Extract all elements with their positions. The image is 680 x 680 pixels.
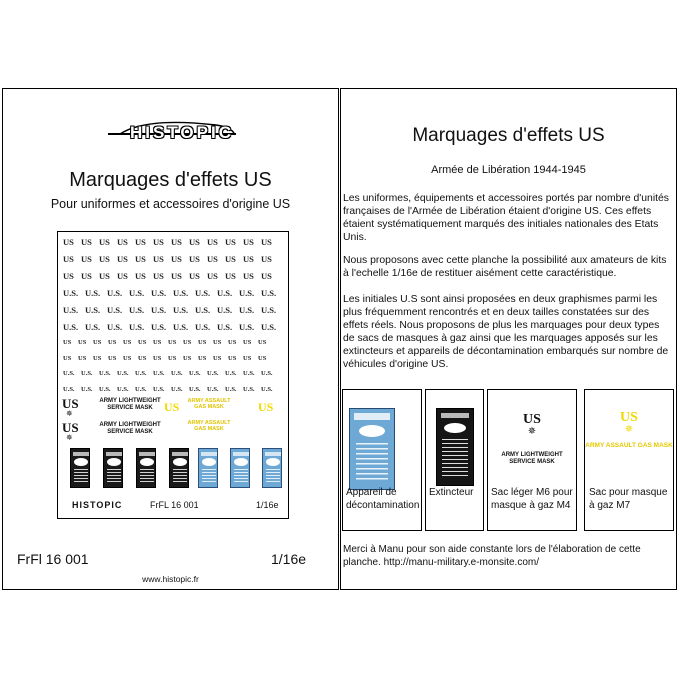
us-mark: US [243,254,254,264]
us-mark: US [225,271,236,281]
paragraph-2: Nous proposons avec cette planche la possibilité aux amateurs de kits à l'echelle 1/16e de restituer aisément cette caractéristique. [343,255,667,279]
us-mark: US [99,271,110,281]
yellow-mask-text: ARMY ASSAULT GAS MASK [187,398,231,410]
box-caption: Appareil de décontamination [346,487,420,511]
sheet-logo: HISTOPIC [72,500,123,510]
us-mark: U.S. [85,288,101,298]
us-mark: U.S. [217,305,233,315]
us-mark: U.S. [135,370,147,377]
us-mark: U.S. [239,288,255,298]
us-mark: US [261,237,272,247]
us-mark: U.S. [151,305,167,315]
box-m6-bag [487,389,577,531]
us-mark: US [135,271,146,281]
us-mark: U.S. [63,370,75,377]
extinguisher-plate [169,448,189,488]
us-mark: U.S. [151,322,167,332]
us-mark: U.S. [117,385,129,393]
extinguisher-plate-large [436,408,474,486]
us-mark: US [189,254,200,264]
box-decontamination [342,389,422,531]
us-mark: US [153,271,164,281]
us-mark: US [189,237,200,247]
us-mark: U.S. [195,288,211,298]
left-subtitle: Pour uniformes et accessoires d'origine US [50,197,291,211]
us-mark: U.S. [189,385,201,393]
us-mark: U.S. [129,288,145,298]
us-mark: US [153,237,164,247]
us-mark: US [198,354,207,362]
us-mark: US [171,237,182,247]
us-mark: U.S. [63,305,79,315]
us-mark: U.S. [107,288,123,298]
us-mark: US [189,271,200,281]
us-mark: US [168,339,177,346]
us-mark: US [213,354,222,362]
us-row [63,237,279,247]
us-mark: U.S. [261,305,277,315]
m7-text: ARMY ASSAULT GAS MASK [585,442,673,449]
us-mark: US [153,254,164,264]
website-url: www.histopic.fr [142,574,199,584]
sheet-scale: 1/16e [256,500,279,510]
us-mark: U.S. [261,322,277,332]
us-mark: U.S. [195,305,211,315]
us-mark: U.S. [173,305,189,315]
us-mark: U.S. [261,370,273,377]
us-row [63,386,279,393]
us-mark: US [243,271,254,281]
extinguisher-plate [136,448,156,488]
us-mark: US [183,354,192,362]
us-mark: U.S. [261,385,273,393]
us-mark: US [108,339,117,346]
us-mark: US [207,237,218,247]
us-mark: US [171,271,182,281]
m7-us: US [620,410,638,425]
us-mark: US [93,354,102,362]
us-mark: US [78,354,87,362]
us-mark: US [243,354,252,362]
us-mark: U.S. [217,288,233,298]
us-mark: U.S. [117,370,129,377]
us-mark: U.S. [63,322,79,332]
us-mark: US [117,271,128,281]
us-mark: U.S. [239,305,255,315]
decontamination-plate [262,448,282,488]
us-mark: U.S. [107,322,123,332]
sheet-code: FrFL 16 001 [150,500,199,510]
us-mark: US [207,271,218,281]
box-caption: Sac pour masque à gaz M7 [589,487,668,511]
us-row [63,339,273,346]
us-mark: U.S. [135,385,147,393]
us-mark: US [63,339,72,346]
decontamination-plate [230,448,250,488]
us-mark: US [261,271,272,281]
us-mark: U.S. [63,385,75,393]
us-row [63,305,283,315]
us-mark: U.S. [189,370,201,377]
us-mark: U.S. [81,385,93,393]
decontamination-plate [198,448,218,488]
right-title: Marquages d'effets US [412,125,605,146]
paragraph-1: Les uniformes, équipements et accessoires portés par nombre d'unités françaises de l'Armée de Libération étaient d'origine US. Ces effets étaient systématiquement marqués des initiales nationales des Etats Unis. [343,193,669,243]
histopic-logo [106,121,238,143]
right-subtitle: Armée de Libération 1944-1945 [431,164,586,176]
us-mark: US [228,354,237,362]
extinguisher-plate [103,448,123,488]
product-scale: 1/16e [271,551,307,567]
us-mark: US [258,339,267,346]
m6-text: ARMY LIGHTWEIGHT SERVICE MASK [501,452,563,465]
us-mark: U.S. [129,305,145,315]
us-mark: US [81,237,92,247]
left-title: Marquages d'effets US [69,169,272,191]
us-mark: U.S. [243,385,255,393]
us-row [63,254,279,264]
us-mark: U.S. [217,322,233,332]
us-mark: US [63,271,74,281]
us-row [63,271,279,281]
us-mark: US [228,339,237,346]
yellow-us-mark: US [258,400,274,414]
us-mark: U.S. [81,370,93,377]
extinguisher-plate [70,448,90,488]
decal-sheet [57,231,289,519]
us-mark: U.S. [107,305,123,315]
us-mark: US [117,237,128,247]
us-mark: US [243,339,252,346]
us-mark: U.S. [243,370,255,377]
m6-us: US [523,412,541,427]
ordnance-icon: ✵ [624,424,634,435]
us-mark: US [117,254,128,264]
mask-us: US [62,420,79,435]
us-mark: US [258,354,267,362]
mask-text: ARMY LIGHTWEIGHT SERVICE MASK [99,398,161,411]
thanks-text: Merci à Manu pour son aide constante lors de l'élaboration de cette planche. http://manu-military.e-monsite.com/ [343,544,641,568]
product-code: FrFl 16 001 [17,551,89,567]
us-mark: U.S. [239,322,255,332]
us-mark: US [225,237,236,247]
us-mark: US [243,237,254,247]
yellow-mask-text: ARMY ASSAULT GAS MASK [187,420,231,432]
us-mark: US [135,254,146,264]
us-mark: US [135,237,146,247]
us-mark: U.S. [207,385,219,393]
us-mark: US [153,339,162,346]
us-mark: U.S. [63,288,79,298]
box-extinguisher [425,389,484,531]
us-mark: US [171,254,182,264]
decontamination-plate-large [349,408,395,490]
us-mark: US [63,237,74,247]
us-mark: U.S. [225,370,237,377]
us-mark: U.S. [171,385,183,393]
us-mark: US [213,339,222,346]
box-caption: Extincteur [429,487,474,498]
us-mark: U.S. [207,370,219,377]
box-m7-bag [584,389,674,531]
ordnance-icon: ✵ [527,426,537,437]
us-row [63,355,273,362]
us-mark: US [207,254,218,264]
us-mark: U.S. [99,385,111,393]
us-mark: US [123,339,132,346]
mask-text: ARMY LIGHTWEIGHT SERVICE MASK [99,422,161,435]
us-row [63,288,283,298]
us-mark: U.S. [153,370,165,377]
us-mark: US [63,254,74,264]
us-row [63,322,283,332]
us-mark: US [261,254,272,264]
ordnance-icon: ✵ [66,409,73,418]
us-mark: U.S. [85,322,101,332]
us-mark: U.S. [173,322,189,332]
us-mark: U.S. [261,288,277,298]
us-mark: U.S. [171,370,183,377]
us-mark: US [78,339,87,346]
us-mark: U.S. [151,288,167,298]
box-caption: Sac léger M6 pour masque à gaz M4 [491,487,573,511]
us-mark: US [81,271,92,281]
us-mark: US [99,237,110,247]
us-mark: US [123,354,132,362]
yellow-us-mark: US [164,400,180,414]
us-mark: US [153,354,162,362]
us-mark: U.S. [129,322,145,332]
ordnance-icon: ✵ [66,433,73,442]
right-page [340,88,677,590]
us-mark: US [198,339,207,346]
us-mark: US [183,339,192,346]
us-mark: U.S. [195,322,211,332]
us-mark: U.S. [99,370,111,377]
us-mark: U.S. [153,385,165,393]
us-mark: US [225,254,236,264]
us-mark: US [138,339,147,346]
us-mark: US [93,339,102,346]
us-mark: US [63,354,72,362]
paragraph-3: Les initiales U.S sont ainsi proposées en deux graphismes parmi les plus fréquemment rencontrés et en deux tailles constatées sur des effets réels. Nous proposons de plus les marquages pour deux types de sacs de masques à gaz ainsi que les marquages apposés sur les extincteurs et appareils de décontamination embarqués sur nombre de véhicules d'origine US. [343,294,669,370]
mask-us: US [62,396,79,411]
us-mark: US [99,254,110,264]
us-mark: U.S. [85,305,101,315]
us-row [63,370,279,377]
us-mark: US [81,254,92,264]
us-mark: US [138,354,147,362]
us-mark: US [108,354,117,362]
us-mark: U.S. [173,288,189,298]
us-mark: US [168,354,177,362]
us-mark: U.S. [225,385,237,393]
left-page [2,88,339,590]
logo-text: HISTOPIC [130,123,234,142]
